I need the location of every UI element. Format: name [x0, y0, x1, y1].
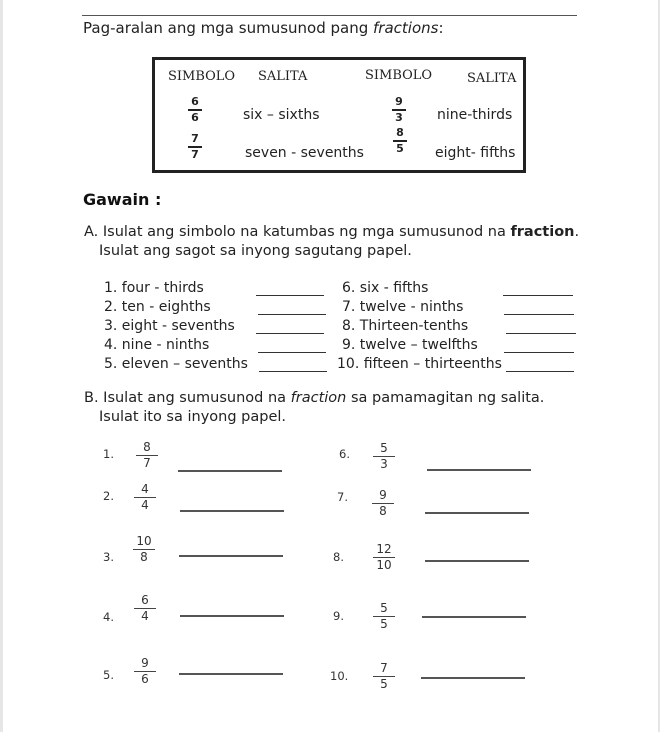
numerator: 12 [376, 542, 392, 556]
numerator: 8 [396, 126, 404, 139]
denominator: 5 [380, 677, 388, 691]
fraction-8-7 [136, 441, 158, 470]
denominator: 5 [380, 617, 388, 631]
part-b-label-6: 6. [339, 447, 350, 461]
answer-line-b1[interactable] [178, 470, 282, 472]
part-b-line-1-end: sa pamamagitan ng salita. [346, 390, 545, 406]
numerator: 9 [395, 95, 403, 108]
header-simbolo-1: SIMBOLO [168, 69, 236, 84]
answer-line-b4[interactable] [180, 615, 284, 617]
part-b-label-5: 5. [103, 668, 114, 682]
intro-text [83, 19, 444, 37]
fraction-8-5 [393, 127, 407, 155]
intro-text-main: Pag-aralan ang mga sumusunod pang [83, 19, 374, 37]
part-b-label-9: 9. [333, 609, 344, 623]
part-b-line-2: Isulat ito sa inyong papel. [99, 409, 286, 425]
answer-line-b5[interactable] [179, 673, 283, 675]
answer-blank-a9[interactable] [504, 352, 574, 353]
part-a-instruction [84, 223, 579, 261]
numerator: 10 [136, 534, 152, 548]
fraction-7-5 [373, 662, 395, 691]
part-a-item-3: 3. eight - sevenths [104, 318, 235, 334]
numerator: 7 [380, 661, 388, 675]
denominator: 7 [191, 147, 199, 161]
part-b-label-7: 7. [337, 490, 348, 504]
part-b-label-1: 1. [103, 447, 114, 461]
part-a-item-2: 2. ten - eighths [104, 299, 211, 315]
fraction-12-10 [373, 543, 395, 572]
part-a-item-10: 10. fifteen – thirteenths [337, 356, 502, 372]
fraction-10-8 [133, 535, 155, 564]
numerator: 5 [380, 601, 388, 615]
part-a-line-2: Isulat ang sagot sa inyong sagutang papel. [99, 243, 412, 259]
denominator: 10 [376, 558, 392, 572]
fraction-4-4 [134, 483, 156, 512]
answer-blank-a3[interactable] [256, 333, 324, 334]
denominator: 8 [379, 504, 387, 518]
intro-text-italic: fractions [373, 19, 439, 37]
numerator: 4 [141, 482, 149, 496]
part-b-label-2: 2. [103, 489, 114, 503]
word-six-sixths: six – sixths [243, 107, 320, 123]
part-a-line-1 [84, 223, 579, 242]
word-eight-fifths: eight- fifths [435, 145, 516, 161]
fraction-6-4 [134, 594, 156, 623]
answer-blank-a2[interactable] [258, 314, 326, 315]
answer-blank-a4[interactable] [258, 352, 326, 353]
part-a-item-8: 8. Thirteen-tenths [342, 318, 469, 334]
top-divider [82, 15, 577, 16]
fraction-9-8 [372, 489, 394, 518]
answer-blank-a8[interactable] [506, 333, 576, 334]
answer-line-b6[interactable] [427, 469, 531, 471]
reference-table [152, 57, 526, 173]
fraction-7-7 [188, 133, 202, 161]
denominator: 5 [396, 141, 404, 155]
intro-text-colon: : [438, 19, 444, 37]
answer-blank-a1[interactable] [256, 295, 324, 296]
part-a-item-6: 6. six - fifths [342, 280, 429, 296]
part-a-item-1: 1. four - thirds [104, 280, 204, 296]
part-b-instruction [84, 389, 544, 427]
answer-line-b2[interactable] [180, 510, 284, 512]
numerator: 9 [141, 656, 149, 670]
denominator: 7 [143, 456, 151, 470]
answer-blank-a6[interactable] [503, 295, 573, 296]
part-b-line-1 [84, 389, 544, 408]
denominator: 6 [141, 672, 149, 686]
answer-line-b10[interactable] [421, 677, 525, 679]
answer-blank-a7[interactable] [504, 314, 574, 315]
answer-blank-a5[interactable] [259, 371, 327, 372]
answer-line-b3[interactable] [179, 555, 283, 557]
part-a-line-1-bold: fraction [510, 224, 575, 240]
fraction-6-6 [188, 96, 202, 124]
denominator: 3 [380, 457, 388, 471]
word-seven-sevenths: seven - sevenths [245, 145, 364, 161]
numerator: 9 [379, 488, 387, 502]
numerator: 7 [191, 132, 199, 145]
fraction-9-3 [392, 96, 406, 124]
denominator: 8 [140, 550, 148, 564]
answer-line-b8[interactable] [425, 560, 529, 562]
header-salita-2: SALITA [467, 71, 517, 86]
word-nine-thirds: nine-thirds [437, 107, 513, 123]
part-b-line-1-italic: fraction [290, 390, 347, 406]
part-b-line-1-text: B. Isulat ang sumusunod na [84, 390, 291, 406]
part-a-item-9: 9. twelve – twelfths [342, 337, 478, 353]
numerator: 6 [191, 95, 199, 108]
part-a-line-1-end: . [574, 224, 580, 240]
denominator: 4 [141, 498, 149, 512]
numerator: 6 [141, 593, 149, 607]
answer-line-b7[interactable] [425, 512, 529, 514]
denominator: 4 [141, 609, 149, 623]
part-a-item-5: 5. eleven – sevenths [104, 356, 248, 372]
answer-blank-a10[interactable] [506, 371, 574, 372]
header-simbolo-2: SIMBOLO [365, 68, 433, 83]
page-edge-left [0, 0, 3, 732]
fraction-9-6 [134, 657, 156, 686]
fraction-5-3 [373, 442, 395, 471]
part-b-label-4: 4. [103, 610, 114, 624]
denominator: 6 [191, 110, 199, 124]
part-b-label-3: 3. [103, 550, 114, 564]
part-a-item-4: 4. nine - ninths [104, 337, 210, 353]
part-b-label-10: 10. [330, 669, 349, 683]
part-a-item-7: 7. twelve - ninths [342, 299, 464, 315]
fraction-5-5 [373, 602, 395, 631]
part-b-label-8: 8. [333, 550, 344, 564]
part-a-line-1-text: A. Isulat ang simbolo na katumbas ng mga sumusunod na [84, 224, 511, 240]
answer-line-b9[interactable] [422, 616, 526, 618]
numerator: 8 [143, 440, 151, 454]
numerator: 5 [380, 441, 388, 455]
header-salita-1: SALITA [258, 69, 308, 84]
gawain-heading: Gawain : [83, 190, 162, 209]
denominator: 3 [395, 110, 403, 124]
